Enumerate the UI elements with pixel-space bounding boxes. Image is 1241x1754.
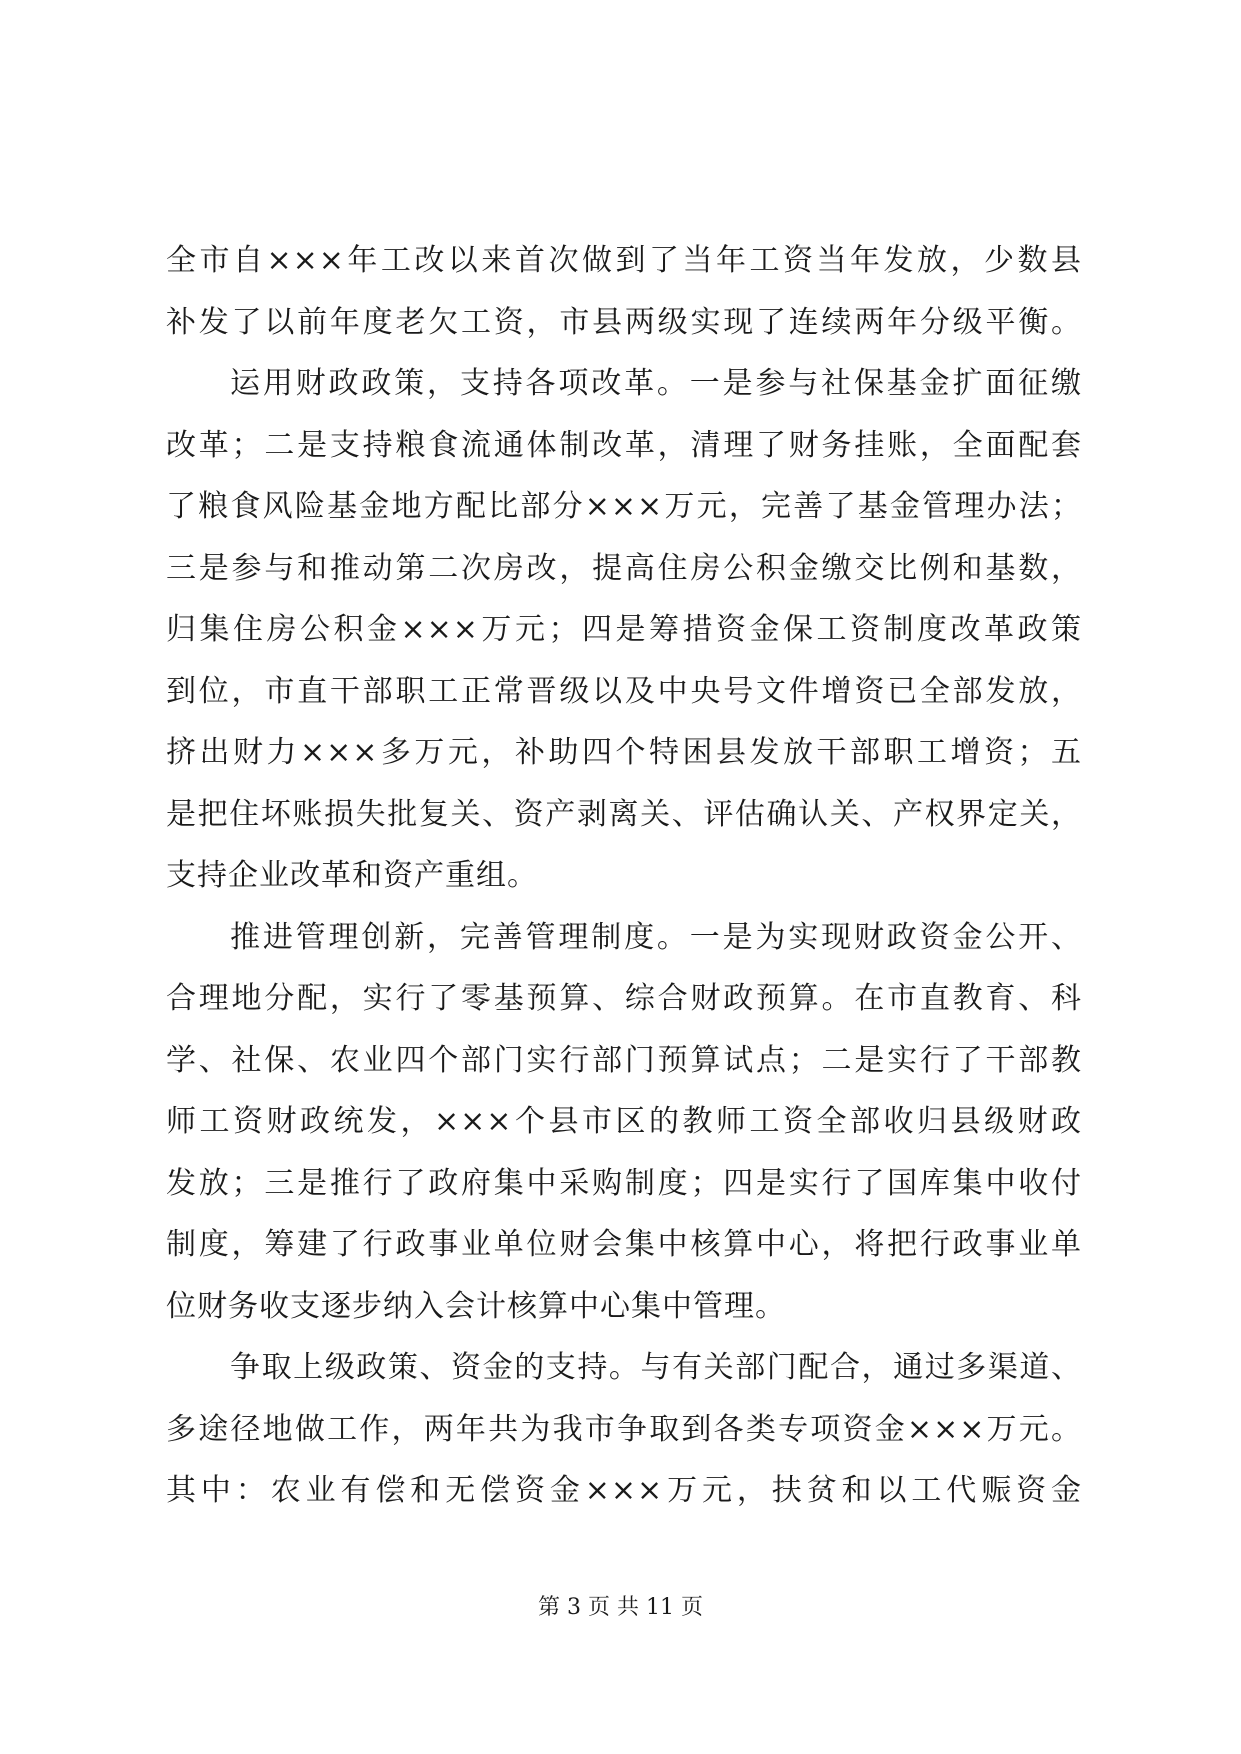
text-line: 全市自×××年工改以来首次做到了当年工资当年发放，少数县 xyxy=(166,243,1082,278)
text-line: 其中：农业有偿和无偿资金×××万元，扶贫和以工代赈资金 xyxy=(166,1473,1082,1508)
text-line: 支持企业改革和资产重组。 xyxy=(166,858,538,893)
page-footer: 第 3 页 共 11 页 xyxy=(538,1595,703,1620)
text-line: 运用财政政策，支持各项改革。一是参与社保基金扩面征缴 xyxy=(230,366,1082,401)
text-line: 学、社保、农业四个部门实行部门预算试点；二是实行了干部教 xyxy=(166,1042,1082,1078)
text-line: 制度，筹建了行政事业单位财会集中核算中心，将把行政事业单 xyxy=(166,1227,1082,1262)
text-line: 三是参与和推动第二次房改，提高住房公积金缴交比例和基数， xyxy=(166,550,1082,586)
body-text xyxy=(166,230,1082,1522)
text-line: 发放；三是推行了政府集中采购制度；四是实行了国库集中收付 xyxy=(166,1165,1082,1201)
text-line: 归集住房公积金×××万元；四是筹措资金保工资制度改革政策 xyxy=(166,612,1082,647)
text-line: 位财务收支逐步纳入会计核算中心集中管理。 xyxy=(166,1288,786,1324)
text-line: 合理地分配，实行了零基预算、综合财政预算。在市直教育、科 xyxy=(166,981,1082,1016)
text-line: 补发了以前年度老欠工资，市县两级实现了连续两年分级平衡。 xyxy=(166,304,1082,340)
text-line: 改革；二是支持粮食流通体制改革，清理了财务挂账，全面配套 xyxy=(166,427,1082,463)
text-line: 推进管理创新，完善管理制度。一是为实现财政资金公开、 xyxy=(230,919,1082,955)
text-line: 到位，市直干部职工正常晋级以及中央号文件增资已全部发放， xyxy=(166,673,1082,709)
text-line: 师工资财政统发，×××个县市区的教师工资全部收归县级财政 xyxy=(166,1104,1082,1139)
text-line: 争取上级政策、资金的支持。与有关部门配合，通过多渠道、 xyxy=(230,1350,1082,1385)
text-line: 多途径地做工作，两年共为我市争取到各类专项资金×××万元。 xyxy=(166,1411,1082,1447)
text-line: 了粮食风险基金地方配比部分×××万元，完善了基金管理办法； xyxy=(166,489,1082,524)
text-line: 挤出财力×××多万元，补助四个特困县发放干部职工增资；五 xyxy=(166,735,1082,770)
text-line: 是把住坏账损失批复关、资产剥离关、评估确认关、产权界定关， xyxy=(166,796,1082,832)
